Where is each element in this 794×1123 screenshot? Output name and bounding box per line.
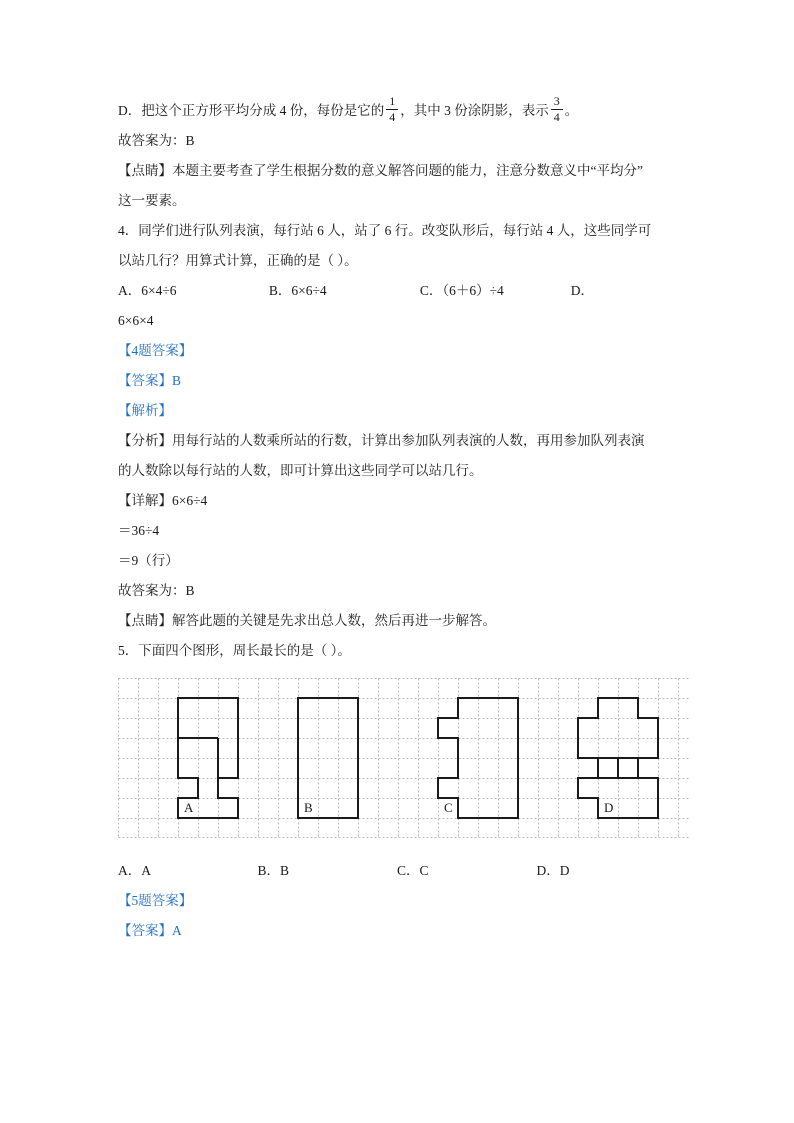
option-d-line (118, 95, 676, 126)
fraction-three-quarters (551, 95, 563, 123)
question-4-option-a[interactable]: A．6×4÷6 (118, 283, 177, 299)
question-4-analysis-line-2: 的人数除以每行站的人数，即可计算出这些同学可以站几行。 (118, 463, 483, 479)
question-4-solution-line-2: ＝36÷4 (118, 523, 160, 539)
question-4-answer-header: 【4题答案】 (118, 343, 193, 359)
shape-b-label: B (304, 800, 313, 816)
summary-line-1: 【点睛】本题主要考查了学生根据分数的意义解答问题的能力，注意分数意义中“平均分” (118, 163, 643, 179)
question-4-option-c[interactable]: C．（6＋6）÷4 (419, 283, 504, 299)
option-d-text-mid: ，其中 3 份涂阴影，表示 (400, 103, 549, 119)
shape-d-label: D (604, 800, 614, 816)
question-4-option-d-continued: 6×6×4 (118, 313, 154, 329)
question-4-summary: 【点睛】解答此题的关键是先求出总人数，然后再进一步解答。 (118, 613, 496, 629)
question-4-stem-line-2: 以站几行？用算式计算，正确的是（ ）。 (118, 253, 358, 269)
question-5-answer-header: 【5题答案】 (118, 893, 193, 909)
summary-line-2: 这一要素。 (118, 193, 186, 209)
question-4-solution-line-1: 【详解】6×6÷4 (118, 493, 208, 509)
question-5-option-b[interactable]: B．B (257, 863, 290, 879)
question-5-option-a[interactable]: A．A (118, 863, 151, 879)
question-5-figure (118, 678, 676, 838)
option-d-text-after: 。 (564, 103, 579, 119)
question-4-answer: 【答案】B (118, 373, 182, 389)
fraction-numerator: 3 (551, 95, 563, 110)
shape-a-label: A (184, 800, 194, 816)
fraction-one-quarter (386, 95, 398, 123)
question-5-stem: 5．下面四个图形，周长最长的是（ ）。 (118, 643, 351, 659)
fraction-denominator: 4 (389, 109, 396, 124)
question-4-option-b[interactable]: B．6×6÷4 (268, 283, 327, 299)
question-4-option-d[interactable]: D． (570, 283, 594, 299)
fraction-denominator: 4 (553, 109, 560, 124)
answer-line-3: 故答案为：B (118, 133, 195, 149)
shape-c-label: C (444, 800, 453, 816)
fraction-numerator: 1 (386, 95, 398, 110)
question-5-option-d[interactable]: D．D (536, 863, 570, 879)
question-4-options (118, 276, 676, 306)
question-5-options (118, 856, 676, 886)
question-4-analysis-header: 【解析】 (118, 403, 172, 419)
question-5-answer: 【答案】A (118, 923, 182, 939)
question-4-final-answer: 故答案为：B (118, 583, 195, 599)
question-4-analysis-line-1: 【分析】用每行站的人数乘所站的行数，计算出参加队列表演的人数，再用参加队列表演 (118, 433, 645, 449)
question-4-solution-line-3: ＝9（行） (118, 553, 179, 569)
question-5-option-c[interactable]: C．C (397, 863, 429, 879)
question-4-stem-line-1: 4．同学们进行队列表演，每行站 6 人，站了 6 行。改变队形后，每行站 4 人，这些同学可 (118, 223, 652, 239)
grid-shapes-figure (118, 678, 690, 838)
option-d-text-before: D．把这个正方形平均分成 4 份，每份是它的 (118, 103, 385, 119)
